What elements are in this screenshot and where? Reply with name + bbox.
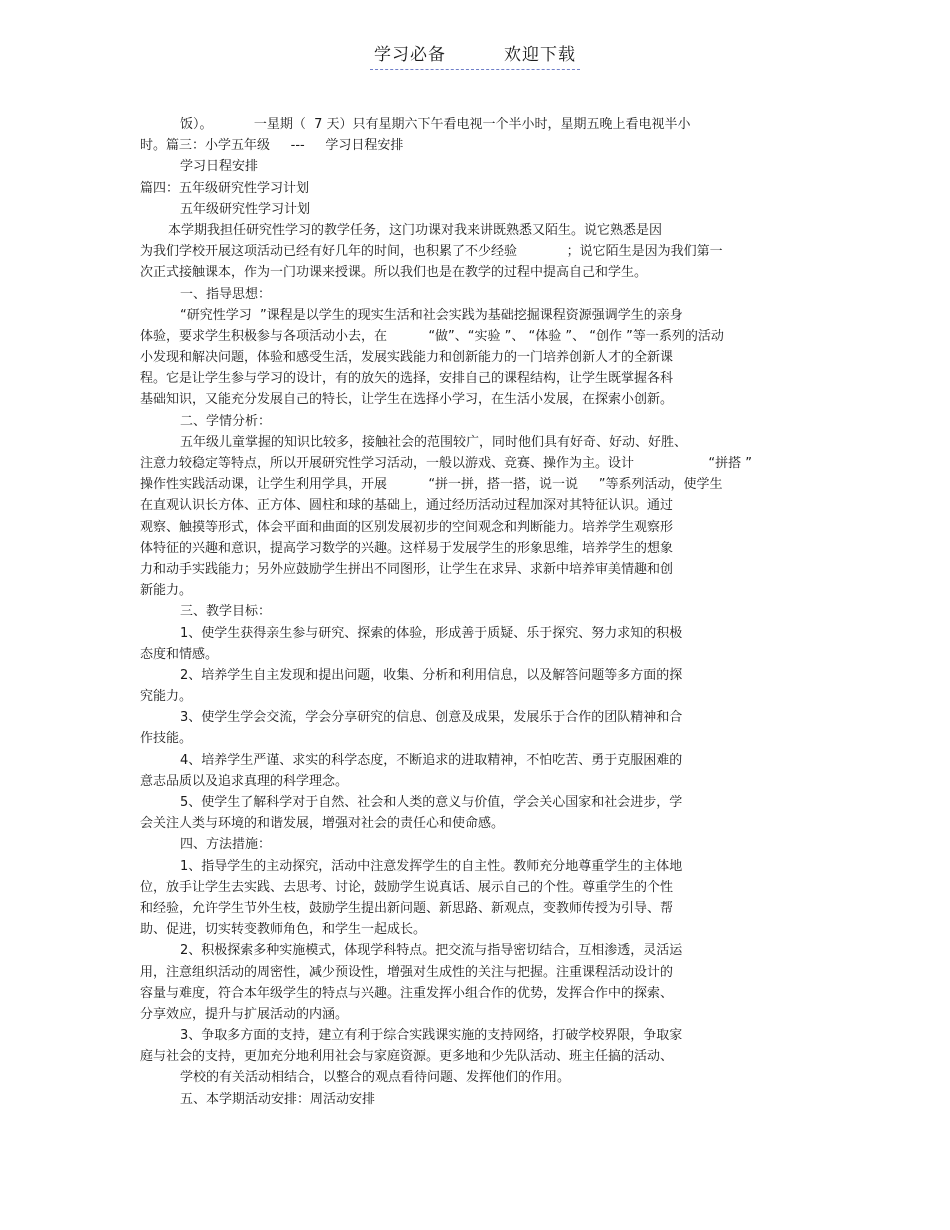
- text-line: 篇四：五年级研究性学习计划: [140, 180, 310, 196]
- text-line: “研究性学习 ”课程是以学生的现实生活和社会实践为基础挖掘课程资源强调学生的亲身: [180, 307, 683, 323]
- text-line: 体特征的兴趣和意识，提高学习数学的兴趣。这样易于发展学生的形象思维，培养学生的想象: [140, 540, 674, 556]
- text-line: 意志品质以及追求真理的科学理念。: [140, 773, 349, 789]
- text-line: 操作性实践活动课，让学生利用学具，开展 “拼一拼，搭一搭，说一说 ”等系列活动，使学生: [140, 477, 723, 493]
- text-line: 新能力。: [140, 583, 193, 599]
- text-line: 体验，要求学生积极参与各项活动小去，在 “做”、“实验 ”、 “体验 ”、 “创作 ”等一系列的活动: [140, 328, 724, 344]
- text-line: 5、使学生了解科学对于自然、社会和人类的意义与价值，学会关心国家和社会进步，学: [180, 795, 683, 810]
- text-line: 基础知识，又能充分发展自己的特长，让学生在选择小学习，在生活小发展，在探索小创新。: [140, 392, 674, 408]
- text-line: 态度和情感。: [140, 646, 219, 662]
- text-line: 小发现和解决问题，体验和感受生活，发展实践能力和创新能力的一门培养创新人才的全新课: [140, 350, 674, 366]
- text-line: 四、方法措施：: [180, 837, 272, 853]
- text-line: 位，放手让学生去实践、去思考、讨论，鼓励学生说真话、展示自己的个性。尊重学生的个性: [140, 879, 674, 895]
- document-body: [140, 114, 830, 1110]
- page-header: [0, 40, 950, 70]
- text-line: 本学期我担任研究性学习的教学任务，这门功课对我来讲既熟悉又陌生。说它熟悉是因: [168, 222, 663, 238]
- text-line: 用，注意组织活动的周密性，减少预设性，增强对生成性的关注与把握。注重课程活动设计的: [140, 964, 674, 980]
- text-line: 在直观认识长方体、正方体、圆柱和球的基础上，通过经历活动过程加深对其特征认识。通过: [140, 498, 674, 514]
- text-line: 饭）。 一星期（ 7 天）只有星期六下午看电视一个半小时，星期五晚上看电视半小: [180, 117, 691, 132]
- text-line: 观察、触摸等形式，体会平面和曲面的区别发展初步的空间观念和判断能力。培养学生观察形: [140, 519, 674, 535]
- text-line: 2、积极探索多种实施模式，体现学科特点。把交流与指导密切结合，互相渗透，灵活运: [180, 943, 683, 959]
- text-line: 二、学情分析：: [180, 413, 272, 429]
- text-line: 作技能。: [140, 731, 193, 747]
- text-line: 为我们学校开展这项活动已经有好几年的时间，也积累了不少经验 ；说它陌生是因为我们第一: [140, 244, 723, 260]
- text-line: 4、培养学生严谨、求实的科学态度，不断追求的进取精神，不怕吃苦、勇于克服困难的: [180, 752, 683, 768]
- text-line: 五、本学期活动安排：周活动安排: [180, 1091, 376, 1107]
- text-line: 注意力较稳定等特点，所以开展研究性学习活动，一般以游戏、竞赛、操作为主。设计 “拼搭 ”: [140, 456, 752, 471]
- text-line: 会关注人类与环境的和谐发展，增强对社会的责任心和使命感。: [140, 816, 505, 832]
- header-banner: [370, 40, 580, 70]
- text-line: 和经验，允许学生节外生枝，鼓励学生提出新问题、新思路、新观点，变教师传授为引导、帮: [140, 900, 674, 916]
- text-line: 五年级研究性学习计划: [180, 201, 311, 217]
- text-line: 力和动手实践能力；另外应鼓励学生拼出不同图形，让学生在求异、求新中培养审美情趣和创: [140, 561, 674, 577]
- text-line: 次正式接触课本，作为一门功课来授课。所以我们也是在教学的过程中提高自己和学生。: [140, 265, 648, 281]
- text-line: 庭与社会的支持，更加充分地利用社会与家庭资源。更多地和少先队活动、班主任搞的活动、: [140, 1049, 674, 1065]
- text-line: 容量与难度，符合本年级学生的特点与兴趣。注重发挥小组合作的优势，发挥合作中的探索、: [140, 985, 674, 1001]
- text-line: 助、促进，切实转变教师角色，和学生一起成长。: [140, 922, 427, 938]
- text-line: 程。它是让学生参与学习的设计，有的放矢的选择，安排自己的课程结构，让学生既掌握各科: [140, 371, 674, 387]
- header-left-text: 学习必备: [374, 45, 446, 65]
- text-line: 学习日程安排: [180, 159, 259, 175]
- text-line: 1、指导学生的主动探究，活动中注意发挥学生的自主性。教师充分地尊重学生的主体地: [180, 858, 683, 874]
- text-line: 三、教学目标：: [180, 604, 272, 620]
- text-line: 时。篇三：小学五年级 --- 学习日程安排: [140, 138, 404, 154]
- text-line: 1、使学生获得亲生参与研究、探索的体验，形成善于质疑、乐于探究、努力求知的积极: [180, 625, 683, 641]
- text-line: 学校的有关活动相结合，以整合的观点看待问题、发挥他们的作用。: [180, 1070, 571, 1086]
- text-line: 一、指导思想：: [180, 286, 272, 302]
- header-right-text: 欢迎下载: [504, 45, 576, 65]
- text-line: 3、争取多方面的支持，建立有利于综合实践课实施的支持网络，打破学校界限，争取家: [180, 1028, 683, 1044]
- text-line: 五年级儿童掌握的知识比较多，接触社会的范围较广，同时他们具有好奇、好动、好胜、: [180, 434, 688, 450]
- text-line: 2、培养学生自主发现和提出问题，收集、分析和利用信息，以及解答问题等多方面的探: [180, 667, 683, 683]
- text-line: 分享效应，提升与扩展活动的内涵。: [140, 1006, 349, 1022]
- text-line: 究能力。: [140, 689, 193, 705]
- text-line: 3、使学生学会交流，学会分享研究的信息、创意及成果，发展乐于合作的团队精神和合: [180, 710, 683, 726]
